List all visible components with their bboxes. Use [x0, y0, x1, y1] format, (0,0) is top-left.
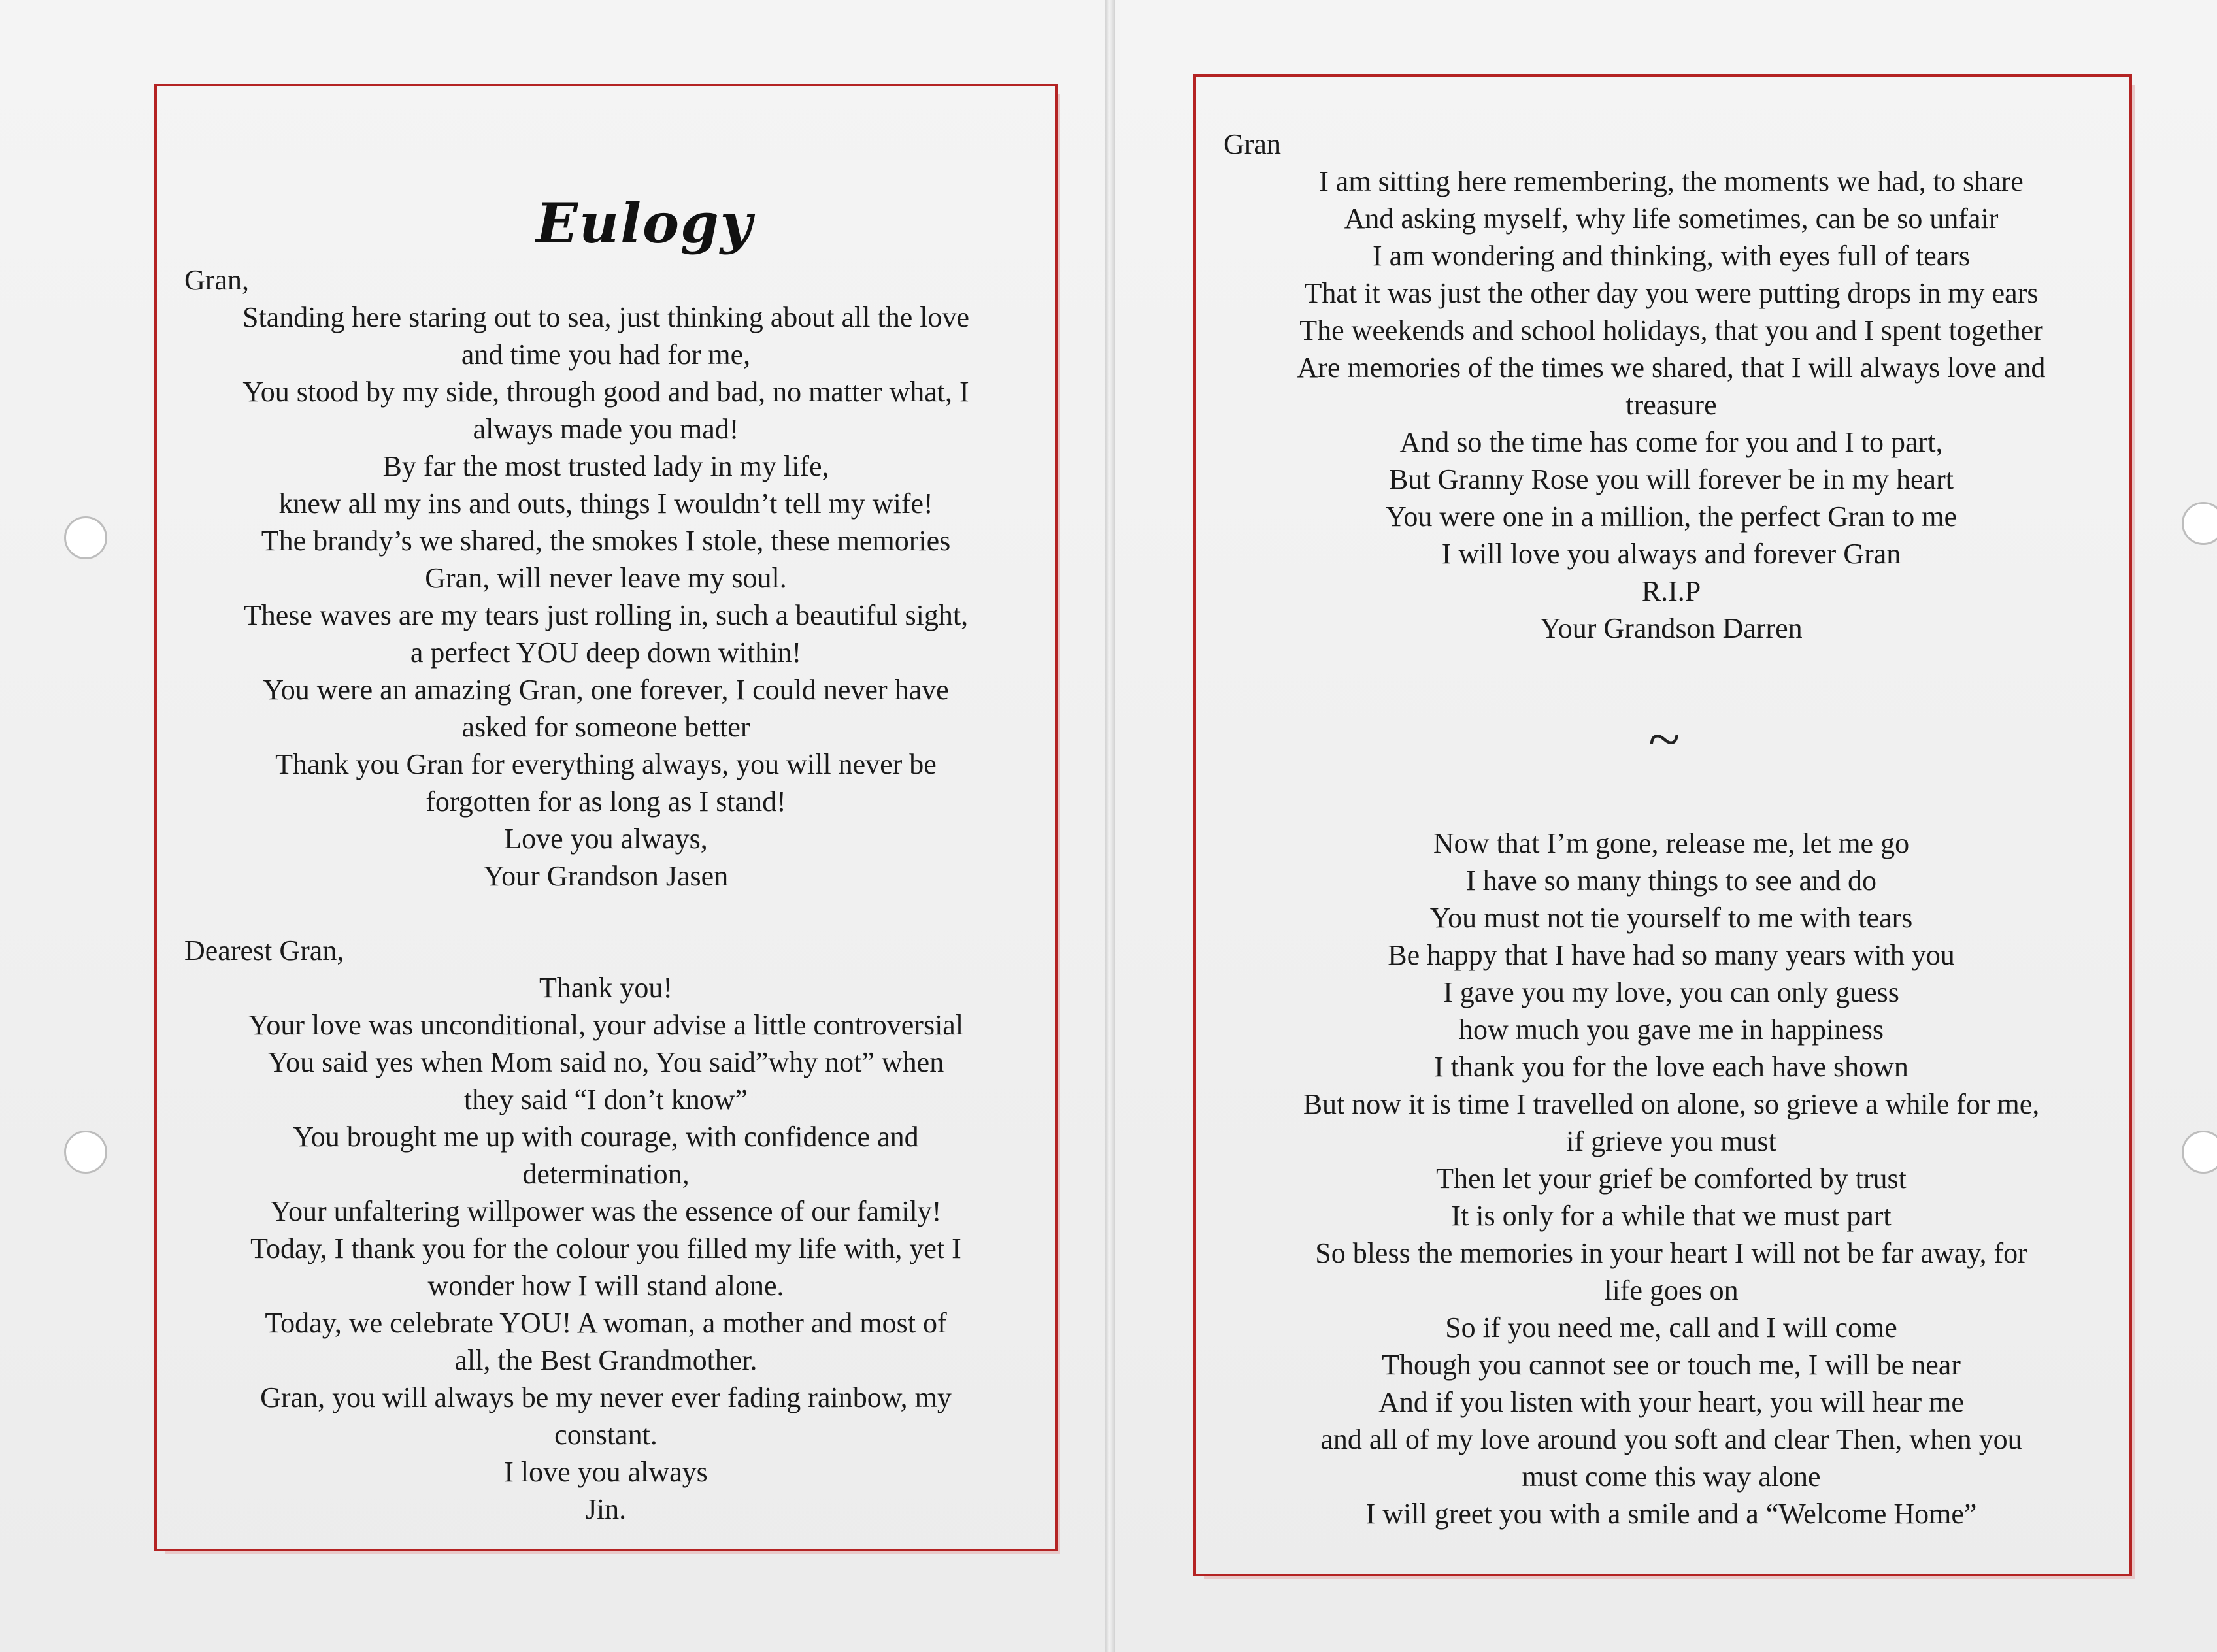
- text-line: asked for someone better: [461, 711, 750, 743]
- text-line: Though you cannot see or touch me, I will be near: [1382, 1349, 1961, 1381]
- text-line: Love you always,: [504, 823, 708, 855]
- text-line: Now that I’m gone, release me, let me go: [1433, 827, 1910, 859]
- text-line: You brought me up with courage, with confidence and: [293, 1121, 919, 1153]
- text-line: But Granny Rose you will forever be in my heart: [1389, 463, 1954, 495]
- text-line: forgotten for as long as I stand!: [425, 785, 786, 818]
- text-line: Today, we celebrate YOU! A woman, a mother and most of: [265, 1307, 947, 1339]
- text-line: So if you need me, call and I will come: [1445, 1312, 1897, 1344]
- text-line: Gran,: [184, 264, 249, 296]
- text-line: These waves are my tears just rolling in, such a beautiful sight,: [243, 599, 969, 631]
- text-line: I am sitting here remembering, the moments we had, to share: [1319, 165, 2024, 197]
- text-line: I love you always: [504, 1456, 708, 1488]
- text-line: determination,: [522, 1158, 690, 1190]
- text-line: Be happy that I have had so many years with you: [1388, 939, 1955, 971]
- text-line: I gave you my love, you can only guess: [1443, 976, 1899, 1008]
- text-line: Jin.: [585, 1493, 627, 1525]
- text-line: Then let your grief be comforted by trust: [1436, 1163, 1907, 1195]
- text-line: I will love you always and forever Gran: [1441, 538, 1901, 570]
- text-line: how much you gave me in happiness: [1458, 1014, 1884, 1046]
- text-line: always made you mad!: [473, 413, 739, 445]
- left-text-column: [184, 261, 1027, 1528]
- right-text-column: [1224, 125, 2119, 647]
- text-line: You were an amazing Gran, one forever, I could never have: [263, 674, 949, 706]
- punch-hole: [64, 1131, 107, 1174]
- text-line: Your love was unconditional, your advise a little controversial: [248, 1009, 964, 1041]
- eulogy-title: Eulogy: [536, 191, 754, 256]
- text-line: It is only for a while that we must part: [1451, 1200, 1892, 1232]
- text-line: Standing here staring out to sea, just thinking about all the love: [242, 301, 970, 333]
- text-line: R.I.P: [1641, 575, 1701, 607]
- line-gap: [184, 895, 1027, 932]
- text-line: treasure: [1625, 389, 1717, 421]
- text-line: By far the most trusted lady in my life,: [382, 450, 829, 482]
- text-line: And so the time has come for you and I to part,: [1399, 426, 1943, 458]
- text-line: That it was just the other day you were putting drops in my ears: [1304, 277, 2039, 309]
- text-line: and all of my love around you soft and clear Then, when you: [1320, 1423, 2022, 1455]
- text-line: You said yes when Mom said no, You said”why not” when: [267, 1046, 944, 1078]
- text-line: all, the Best Grandmother.: [454, 1344, 758, 1376]
- text-line: must come this way alone: [1522, 1461, 1821, 1493]
- text-line: Gran: [1224, 128, 1281, 160]
- text-line: constant.: [554, 1419, 658, 1451]
- text-line: life goes on: [1604, 1274, 1739, 1306]
- right-poem-column: [1224, 825, 2119, 1532]
- text-line: knew all my ins and outs, things I wouldn’t tell my wife!: [278, 487, 933, 520]
- text-line: Dearest Gran,: [184, 934, 344, 966]
- text-line: Gran, will never leave my soul.: [425, 562, 787, 594]
- text-line: Gran, you will always be my never ever fading rainbow, my: [260, 1381, 952, 1413]
- text-line: I am wondering and thinking, with eyes full of tears: [1372, 240, 1970, 272]
- text-line: The brandy’s we shared, the smokes I stole, these memories: [261, 525, 951, 557]
- text-line: they said “I don’t know”: [463, 1083, 748, 1115]
- text-line: I thank you for the love each have shown: [1434, 1051, 1909, 1083]
- text-line: You stood by my side, through good and bad, no matter what, I: [242, 376, 969, 408]
- text-line: So bless the memories in your heart I will not be far away, for: [1315, 1237, 2027, 1269]
- text-line: Your Grandson Jasen: [483, 860, 729, 892]
- text-line: I will greet you with a smile and a “Welcome Home”: [1365, 1498, 1977, 1530]
- text-line: a perfect YOU deep down within!: [410, 636, 802, 669]
- text-line: Today, I thank you for the colour you filled my life with, yet I: [250, 1232, 961, 1264]
- text-line: You must not tie yourself to me with tears: [1429, 902, 1913, 934]
- text-line: But now it is time I travelled on alone, so grieve a while for me,: [1303, 1088, 2040, 1120]
- text-line: if grieve you must: [1566, 1125, 1776, 1157]
- text-line: Thank you Gran for everything always, you will never be: [275, 748, 937, 780]
- section-divider-tilde: ~: [1648, 707, 1680, 772]
- text-line: Your unfaltering willpower was the essence of our family!: [270, 1195, 942, 1227]
- text-line: You were one in a million, the perfect Gran to me: [1385, 501, 1958, 533]
- text-line: and time you had for me,: [461, 339, 751, 371]
- text-line: Thank you!: [539, 972, 673, 1004]
- text-line: wonder how I will stand alone.: [427, 1270, 784, 1302]
- punch-hole: [64, 516, 107, 559]
- text-line: And if you listen with your heart, you will hear me: [1378, 1386, 1964, 1418]
- text-line: I have so many things to see and do: [1465, 865, 1877, 897]
- text-line: The weekends and school holidays, that you and I spent together: [1299, 314, 2043, 346]
- text-line: Your Grandson Darren: [1540, 612, 1803, 644]
- text-line: Are memories of the times we shared, that I will always love and: [1297, 352, 2046, 384]
- page-spine: [1105, 0, 1115, 1652]
- text-line: And asking myself, why life sometimes, can be so unfair: [1344, 203, 1999, 235]
